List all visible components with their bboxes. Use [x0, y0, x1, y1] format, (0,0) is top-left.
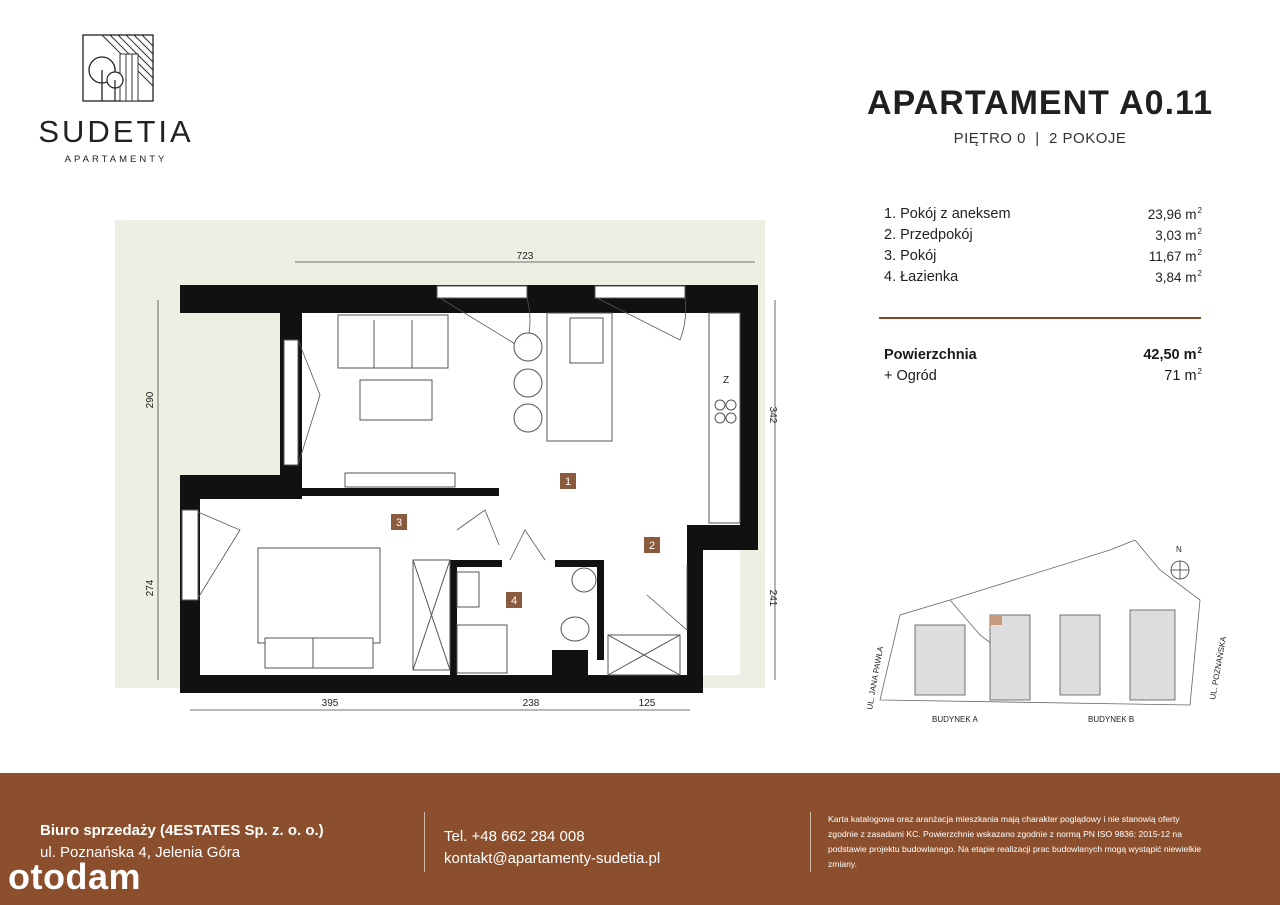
dimension-bottom-b: 238	[522, 698, 540, 709]
dimension-top: 723	[516, 251, 534, 262]
room-label: 2. Przedpokój	[884, 226, 973, 243]
disclaimer: Karta katalogowa oraz aranżacja mieszkania mają charakter poglądowy i nie stanowią oferty zgodnie z zasadami KC. Powierzchnie wskazano zgodnie z normą PN ISO 9836: 2015-12 na podstawie projektu budowlanego. Na etapie realizacji prac budowlanych mogą wystąpić niewielkie zmiany.	[828, 814, 1202, 869]
room-number: 3	[395, 517, 403, 529]
brand-name: SUDETIA	[38, 114, 194, 149]
room-area: 3,03 $m^2$	[1155, 226, 1202, 243]
room-area: 3,84 $m^2$	[1155, 268, 1202, 285]
room-number: 1	[564, 476, 572, 488]
summary-divider	[879, 317, 1201, 319]
footer-divider	[424, 812, 425, 872]
dimension-left-upper: 290	[145, 391, 156, 409]
room-row	[884, 266, 1202, 287]
garden-area-row	[884, 365, 1202, 386]
room-label: 1. Pokój z aneksem	[884, 205, 1011, 222]
room-row	[884, 224, 1202, 245]
building-a-label: BUDYNEK A	[932, 715, 978, 724]
room-label: 4. Łazienka	[884, 268, 959, 285]
room-list	[884, 203, 1202, 287]
contact-info	[444, 826, 660, 870]
building-b-label: BUDYNEK B	[1088, 715, 1135, 724]
room-area: 23,96 $m^2$	[1147, 205, 1202, 222]
north-label: N	[1176, 545, 1182, 554]
footer-divider	[810, 812, 811, 872]
floor-plan	[115, 220, 815, 720]
garden-label: + Ogród	[884, 367, 937, 384]
room-row	[884, 245, 1202, 266]
room-label: 3. Pokój	[884, 247, 937, 264]
phone[interactable]: Tel. +48 662 284 008	[444, 828, 585, 845]
total-area-row	[884, 344, 1202, 365]
dimension-right-lower: 241	[767, 589, 778, 607]
apartment-title: APARTAMENT A0.11	[867, 84, 1213, 122]
room-number: 2	[648, 540, 656, 552]
room-area: 11,67 $m^2$	[1148, 247, 1202, 264]
street-left: UL. JANA PAWŁA	[865, 645, 886, 711]
total-area-value: 42,50 $m^2$	[1143, 346, 1202, 363]
room-row	[884, 203, 1202, 224]
dimension-left-lower: 274	[145, 579, 156, 597]
site-plan	[860, 540, 1230, 740]
otodam-watermark: otodam	[8, 856, 141, 897]
street-right: UL. POZNAŃSKA	[1208, 635, 1229, 701]
fridge-label: Z	[722, 375, 730, 386]
office-address: ul. Poznańska 4, Jelenia Góra	[40, 844, 241, 861]
room-number: 4	[510, 595, 518, 607]
dimension-right-upper: 342	[767, 406, 778, 424]
office-title: Biuro sprzedaży (4ESTATES Sp. z. o. o.)	[40, 822, 324, 839]
dimension-bottom-a: 395	[321, 698, 339, 709]
total-area-label: Powierzchnia	[884, 346, 977, 363]
brand-subtitle: APARTAMENTY	[64, 154, 168, 165]
sudetia-logo-icon	[82, 34, 154, 102]
dimension-bottom-c: 125	[638, 698, 656, 709]
area-summary	[884, 344, 1202, 386]
email[interactable]: kontakt@apartamenty-sudetia.pl	[444, 850, 661, 867]
garden-value: 71 $m^2$	[1164, 367, 1202, 384]
apartment-subtitle: PIĘTRO 0 | 2 POKOJE	[953, 130, 1127, 147]
